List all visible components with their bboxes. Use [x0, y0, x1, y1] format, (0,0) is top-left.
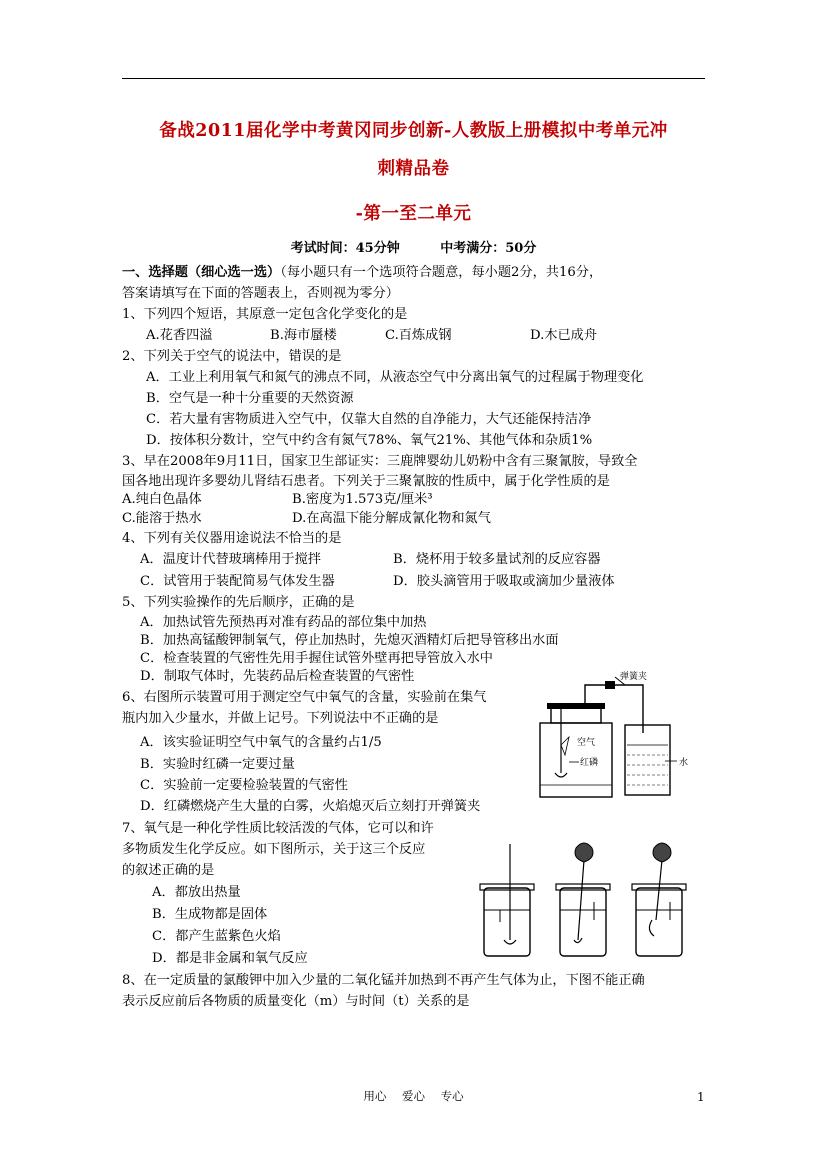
- section-title: 一、选择题（细心选一选）: [122, 265, 281, 280]
- exam-score: 中考满分：50分: [440, 241, 537, 256]
- question-stem: 7、氧气是一种化学性质比较活泼的气体，它可以和许: [122, 821, 434, 836]
- option: B．生成物都是固体: [152, 907, 268, 922]
- title-line-2: 刺精品卷: [377, 159, 450, 179]
- stopper: [547, 703, 605, 709]
- option: D.在高温下能分解成氰化物和氮气: [292, 511, 491, 526]
- option: A．温度计代替玻璃棒用于搅拌: [140, 552, 321, 567]
- figure-combustion-jars: [470, 840, 705, 960]
- page-number: 1: [697, 1090, 705, 1104]
- section-instruction-2: 答案请填写在下面的答题表上，否则视为零分）: [122, 286, 399, 301]
- option: C.百炼成钢: [385, 328, 452, 343]
- option: C．都产生蓝紫色火焰: [152, 929, 281, 944]
- option: B．空气是一种十分重要的天然资源: [146, 391, 354, 406]
- section-instruction: （每小题只有一个选项符合题意，每小题2分，共16分，: [280, 265, 603, 280]
- question-stem: 3、早在2008年9月11日，国家卫生部证实：三鹿牌婴幼儿奶粉中含有三聚氰胺，导致全: [122, 454, 638, 469]
- phosphorus-label: 红磷: [580, 758, 599, 768]
- footer-c: 专心: [440, 1089, 464, 1103]
- figure-oxygen-apparatus: [525, 665, 705, 800]
- option: B.密度为1.573克/厘米³: [292, 492, 433, 507]
- option: A．该实验证明空气中氧气的含量约占1/5: [140, 735, 382, 750]
- question-stem: 1、下列四个短语，其原意一定包含化学变化的是: [122, 307, 408, 322]
- exam-time: 考试时间：45分钟: [290, 241, 400, 256]
- question-stem: 4、下列有关仪器用途说法不恰当的是: [122, 531, 342, 546]
- option: B.海市蜃楼: [270, 328, 337, 343]
- bottle-neck: [551, 707, 601, 723]
- gas-bottle: [540, 723, 612, 797]
- title-line-3: -第一至二单元: [355, 204, 472, 224]
- jar-3: [632, 843, 686, 956]
- option: D．胶头滴管用于吸取或滴加少量液体: [393, 574, 615, 589]
- question-stem: 5、下列实验操作的先后顺序，正确的是: [122, 595, 355, 610]
- option: C．实验前一定要检验装置的气密性: [140, 778, 348, 793]
- option: B．加热高锰酸钾制氧气，停止加热时，先熄灭酒精灯后把导管移出水面: [140, 633, 559, 648]
- option: A．工业上利用氧气和氮气的沸点不同，从液态空气中分离出氧气的过程属于物理变化: [146, 370, 644, 385]
- option: D．按体积分数计，空气中约含有氮气78%、氧气21%、其他气体和杂质1%: [146, 433, 593, 448]
- question-stem: 8、在一定质量的氯酸钾中加入少量的二氧化锰并加热到不再产生气体为止，下图不能正确: [122, 973, 645, 988]
- option: B．烧杯用于较多量试剂的反应容器: [393, 552, 601, 567]
- title-line-1: 备战2011届化学中考黄冈同步创新-人教版上册模拟中考单元冲: [159, 121, 668, 141]
- question-stem: 表示反应前后各物质的质量变化（m）与时间（t）关系的是: [122, 994, 470, 1009]
- footer-b: 爱心: [402, 1089, 425, 1103]
- option: D．制取气体时，先装药品后检查装置的气密性: [140, 669, 415, 684]
- option: D．都是非金属和氧气反应: [152, 951, 308, 966]
- option: A．加热试管先预热再对准有药品的部位集中加热: [140, 615, 427, 630]
- question-stem: 2、下列关于空气的说法中，错误的是: [122, 349, 342, 364]
- option: C．检查装置的气密性先用手握住试管外壁再把导管放入水中: [140, 651, 493, 666]
- footer-a: 用心: [363, 1089, 387, 1103]
- option: A．都放出热量: [152, 885, 241, 900]
- jar-2: [556, 843, 610, 956]
- option: A.纯白色晶体: [122, 492, 202, 507]
- beaker: [625, 725, 670, 795]
- option: C.能溶于热水: [122, 511, 202, 526]
- option: A.花香四溢: [146, 328, 213, 343]
- question-stem: 6、右图所示装置可用于测定空气中氧气的含量，实验前在集气: [122, 690, 487, 705]
- jar-1: [480, 844, 534, 956]
- exam-info: [0, 237, 827, 256]
- question-stem: 国各地出现许多婴幼儿肾结石患者。下列关于三聚氰胺的性质中，属于化学性质的是: [122, 474, 610, 489]
- section-heading: [122, 264, 602, 282]
- option: C．若大量有害物质进入空气中，仅靠大自然的自净能力，大气还能保持洁净: [146, 412, 592, 427]
- option: C．试管用于装配简易气体发生器: [140, 574, 335, 589]
- water-label: 水: [679, 758, 689, 768]
- question-stem: 的叙述正确的是: [122, 863, 215, 878]
- option: B．实验时红磷一定要过量: [140, 757, 295, 772]
- air-label: 空气: [577, 738, 596, 748]
- header-rule: [122, 78, 705, 79]
- option: D.木已成舟: [530, 328, 598, 343]
- question-stem: 瓶内加入少量水，并做上记号。下列说法中不正确的是: [122, 711, 439, 726]
- clip-label: 弹簧夹: [620, 672, 648, 682]
- option: D．红磷燃烧产生大量的白雾，火焰熄灭后立刻打开弹簧夹: [140, 799, 481, 814]
- question-stem: 多物质发生化学反应。如下图所示，关于这三个反应: [122, 842, 426, 857]
